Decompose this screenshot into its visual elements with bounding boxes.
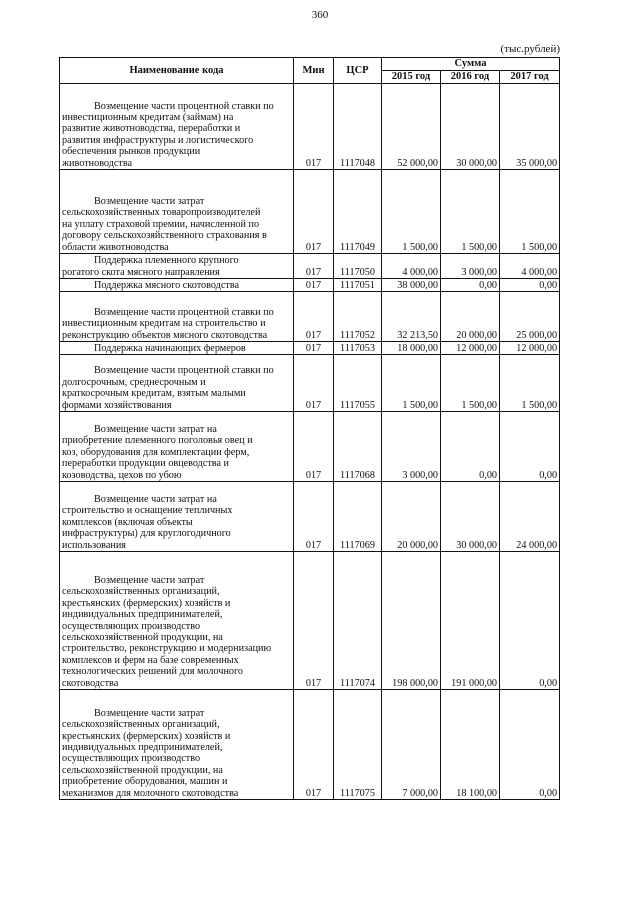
cell-name xyxy=(60,292,294,342)
name-line: использования xyxy=(62,539,126,551)
name-line: Возмещение части затрат на xyxy=(94,493,217,505)
table-row xyxy=(60,279,560,292)
unit-label: (тыс.рублей) xyxy=(500,43,560,55)
cell-name xyxy=(60,355,294,412)
cell-name xyxy=(60,170,294,254)
name-line: Возмещение части затрат xyxy=(94,574,205,586)
cell-2016: 30 000,00 xyxy=(441,84,500,170)
cell-2015: 52 000,00 xyxy=(382,84,441,170)
cell-2017: 24 000,00 xyxy=(500,482,560,552)
cell-2016: 0,00 xyxy=(441,412,500,482)
name-line: скотоводства xyxy=(62,677,119,689)
cell-csr: 1117052 xyxy=(334,292,382,342)
cell-name xyxy=(60,84,294,170)
name-line: крестьянских (фермерских) хозяйств и xyxy=(62,597,231,609)
name-line: сельскохозяйственной продукции, на xyxy=(62,764,223,776)
name-line: формами хозяйствования xyxy=(62,399,172,411)
cell-2015: 198 000,00 xyxy=(382,552,441,690)
table-row xyxy=(60,84,560,170)
name-line: развития инфраструктуры и логистического xyxy=(62,134,254,146)
cell-name xyxy=(60,690,294,800)
name-line: Поддержка племенного крупного xyxy=(94,255,239,267)
cell-2015: 1 500,00 xyxy=(382,355,441,412)
cell-2017: 0,00 xyxy=(500,412,560,482)
cell-min: 017 xyxy=(294,355,334,412)
cell-csr: 1117074 xyxy=(334,552,382,690)
cell-min: 017 xyxy=(294,170,334,254)
cell-csr: 1117068 xyxy=(334,412,382,482)
cell-2015: 18 000,00 xyxy=(382,342,441,355)
name-line: механизмов для молочного скотоводства xyxy=(62,787,239,799)
cell-2015: 1 500,00 xyxy=(382,170,441,254)
cell-2016: 12 000,00 xyxy=(441,342,500,355)
page-number: 360 xyxy=(311,9,329,21)
cell-2015: 20 000,00 xyxy=(382,482,441,552)
header-min: Мин xyxy=(294,58,334,84)
name-line: договору сельскохозяйственного страхования в xyxy=(62,230,267,242)
header-2015: 2015 год xyxy=(382,71,441,84)
name-line: строительство, реконструкцию и модернизацию xyxy=(62,643,272,655)
table-row xyxy=(60,292,560,342)
cell-2015: 7 000,00 xyxy=(382,690,441,800)
header-csr: ЦСР xyxy=(334,58,382,84)
cell-2017: 0,00 xyxy=(500,552,560,690)
cell-name xyxy=(60,254,294,279)
name-line: Возмещение части процентной ставки по xyxy=(94,306,274,318)
cell-name xyxy=(60,552,294,690)
cell-2016: 1 500,00 xyxy=(441,170,500,254)
cell-csr: 1117049 xyxy=(334,170,382,254)
cell-min: 017 xyxy=(294,292,334,342)
cell-min: 017 xyxy=(294,254,334,279)
cell-min: 017 xyxy=(294,412,334,482)
cell-2016: 1 500,00 xyxy=(441,355,500,412)
name-line: Возмещение части процентной ставки по xyxy=(94,365,274,377)
table-body xyxy=(60,84,560,800)
cell-2017: 0,00 xyxy=(500,279,560,292)
name-line: Поддержка начинающих фермеров xyxy=(94,342,246,354)
table-row xyxy=(60,170,560,254)
name-line: Возмещение части процентной ставки по xyxy=(94,100,274,112)
name-line: Возмещение части затрат xyxy=(94,195,205,207)
cell-2016: 0,00 xyxy=(441,279,500,292)
cell-2017: 35 000,00 xyxy=(500,84,560,170)
name-line: Возмещение части затрат xyxy=(94,707,205,719)
name-line: сельскохозяйственных организаций, xyxy=(62,719,220,731)
cell-2016: 20 000,00 xyxy=(441,292,500,342)
cell-2016: 191 000,00 xyxy=(441,552,500,690)
name-line: индивидуальных предпринимателей, xyxy=(62,609,223,621)
cell-min: 017 xyxy=(294,84,334,170)
cell-csr: 1117050 xyxy=(334,254,382,279)
cell-csr: 1117048 xyxy=(334,84,382,170)
cell-min: 017 xyxy=(294,342,334,355)
cell-min: 017 xyxy=(294,279,334,292)
table-row xyxy=(60,355,560,412)
cell-2017: 25 000,00 xyxy=(500,292,560,342)
name-line: инвестиционным кредитам (займам) на xyxy=(62,111,234,123)
name-line: Поддержка мясного скотоводства xyxy=(94,279,240,291)
name-line: реконструкцию объектов мясного скотоводства xyxy=(62,329,268,341)
cell-2017: 12 000,00 xyxy=(500,342,560,355)
budget-table xyxy=(59,57,560,800)
cell-csr: 1117051 xyxy=(334,279,382,292)
table-row xyxy=(60,342,560,355)
name-line: крестьянских (фермерских) хозяйств и xyxy=(62,730,231,742)
name-line: осуществляющих производство xyxy=(62,620,201,632)
cell-csr: 1117069 xyxy=(334,482,382,552)
cell-csr: 1117075 xyxy=(334,690,382,800)
name-line: комплексов и ферм на базе современных xyxy=(62,654,239,666)
name-line: краткосрочным кредитам, взятым малыми xyxy=(62,388,246,400)
cell-2016: 3 000,00 xyxy=(441,254,500,279)
cell-2017: 4 000,00 xyxy=(500,254,560,279)
cell-2015: 3 000,00 xyxy=(382,412,441,482)
name-line: рогатого скота мясного направления xyxy=(62,266,220,278)
cell-2015: 4 000,00 xyxy=(382,254,441,279)
header-sum: Сумма xyxy=(382,58,560,71)
header-name: Наименование кода xyxy=(60,58,294,84)
name-line: развитие животноводства, переработки и xyxy=(62,123,241,135)
name-line: инфраструктуры) для круглогодичного xyxy=(62,528,231,540)
table-row xyxy=(60,412,560,482)
name-line: на уплату страховой премии, начисленной по xyxy=(62,218,260,230)
cell-csr: 1117053 xyxy=(334,342,382,355)
name-line: Возмещение части затрат на xyxy=(94,423,217,435)
name-line: технологических решений для молочного xyxy=(62,666,244,678)
name-line: коз, оборудования для комплектации ферм, xyxy=(62,446,250,458)
name-line: переработки продукции овцеводства и xyxy=(62,458,229,470)
name-line: сельскохозяйственных товаропроизводителей xyxy=(62,207,261,219)
name-line: комплексов (включая объекты xyxy=(62,516,193,528)
cell-name xyxy=(60,482,294,552)
cell-2015: 32 213,50 xyxy=(382,292,441,342)
cell-2016: 18 100,00 xyxy=(441,690,500,800)
table-row xyxy=(60,482,560,552)
table-row xyxy=(60,552,560,690)
name-line: приобретение оборудования, машин и xyxy=(62,776,228,788)
header-2016: 2016 год xyxy=(441,71,500,84)
cell-2015: 38 000,00 xyxy=(382,279,441,292)
cell-2016: 30 000,00 xyxy=(441,482,500,552)
name-line: обеспечения рынков продукции xyxy=(62,146,201,158)
name-line: инвестиционным кредитам на строительство и xyxy=(62,318,266,330)
table-row xyxy=(60,690,560,800)
name-line: сельскохозяйственной продукции, на xyxy=(62,631,223,643)
cell-name xyxy=(60,342,294,355)
name-line: строительство и оснащение тепличных xyxy=(62,505,233,517)
table-header xyxy=(60,58,560,84)
table-row xyxy=(60,254,560,279)
name-line: сельскохозяйственных организаций, xyxy=(62,586,220,598)
cell-min: 017 xyxy=(294,482,334,552)
name-line: животноводства xyxy=(62,157,133,169)
cell-min: 017 xyxy=(294,552,334,690)
name-line: козоводства, цехов по убою xyxy=(62,469,182,481)
header-2017: 2017 год xyxy=(500,71,560,84)
name-line: области животноводства xyxy=(62,241,169,253)
name-line: индивидуальных предпринимателей, xyxy=(62,741,223,753)
cell-2017: 1 500,00 xyxy=(500,170,560,254)
cell-csr: 1117055 xyxy=(334,355,382,412)
cell-2017: 0,00 xyxy=(500,690,560,800)
cell-2017: 1 500,00 xyxy=(500,355,560,412)
cell-name xyxy=(60,412,294,482)
name-line: осуществляющих производство xyxy=(62,753,201,765)
cell-min: 017 xyxy=(294,690,334,800)
name-line: приобретение племенного поголовья овец и xyxy=(62,435,253,447)
cell-name xyxy=(60,279,294,292)
name-line: долгосрочным, среднесрочным и xyxy=(62,376,206,388)
